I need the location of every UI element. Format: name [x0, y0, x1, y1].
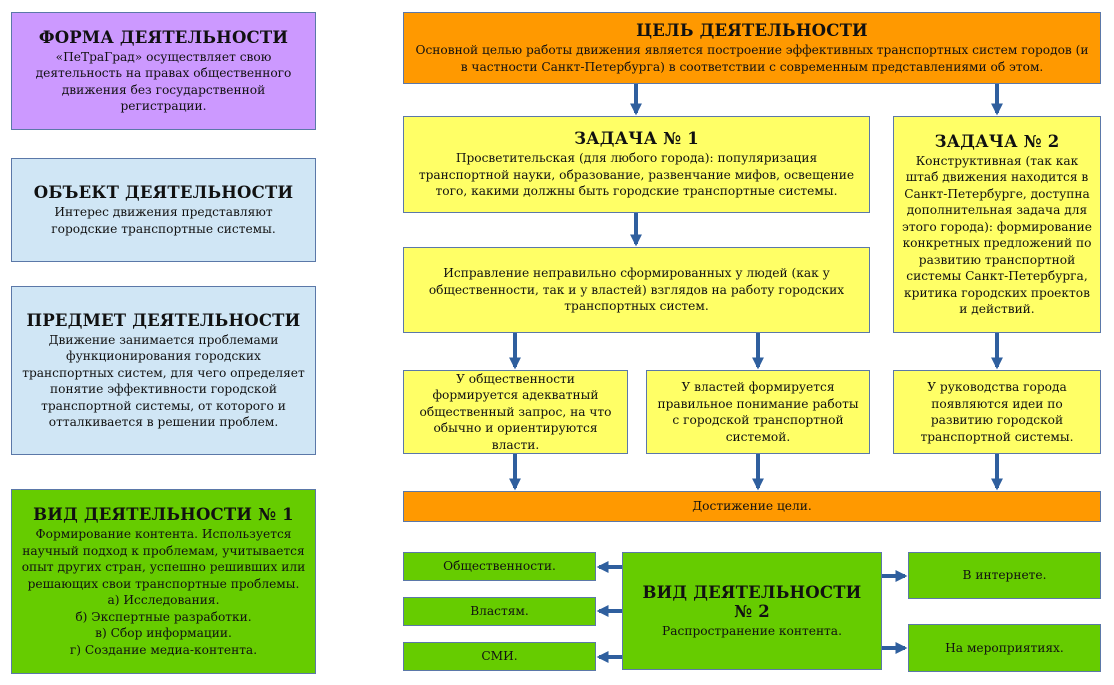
activity-type-1-item: б) Экспертные разработки. — [75, 609, 252, 624]
activity-type-2-text: Распространение контента. — [662, 623, 842, 638]
achievement-text: Достижение цели. — [692, 499, 812, 514]
form-of-activity-text: «ПеТраГрад» осуществляет свою деятельность на правах общественного движения без государственной регистрации. — [35, 49, 292, 113]
audience-public-text: Общественности. — [443, 559, 556, 574]
result-authorities-text: У властей формируется правильное понимание работы с городской транспортной системой. — [657, 380, 859, 444]
task-1-text: Просветительская (для любого города): популяризация транспортной науки, образование, развенчание мифов, освещение того, какими должны быть городские транспортные системы. — [418, 151, 855, 199]
task-2-text: Конструктивная (так как штаб движения находится в Санкт-Петербурге, доступна дополнительная задача для этого города): формирование конкретных предложений по развитию транспортной системы Санкт-Петербурга, критика городских проектов и действий. — [902, 153, 1092, 316]
result-public-text: У общественности формируется адекватный общественный запрос, на что обычно и ориентируются власти. — [419, 371, 612, 452]
audience-media-text: СМИ. — [481, 649, 518, 664]
activity-type-1-item: а) Исследования. — [107, 593, 220, 607]
correction-text: Исправление неправильно сформированных у людей (как у общественности, так и у властей) взглядов на работу городских транспортных систем. — [428, 266, 845, 314]
audience-authorities-text: Властям. — [470, 604, 529, 619]
activity-type-1-text: Формирование контента. Используется научный подход к проблемам, учитывается опыт других стран, успешно решивших или решающих свои транспортные проблемы. — [21, 527, 306, 591]
channel-events-text: На мероприятиях. — [945, 640, 1064, 655]
object-of-activity-text: Интерес движения представляют городские транспортные системы. — [51, 205, 276, 236]
activity-type-2-title: ВИД ДЕЯТЕЛЬНОСТИ № 2 — [642, 582, 862, 621]
activity-type-1-item: г) Создание медиа-контента. — [69, 642, 258, 657]
object-of-activity-title: ОБЪЕКТ ДЕЯТЕЛЬНОСТИ — [33, 183, 294, 202]
task-2-title: ЗАДАЧА № 2 — [934, 131, 1060, 151]
goal-text: Основной целью работы движения является построение эффективных транспортных систем городов (и в частности Санкт-Петербурга) в соответствии с современным представлениями об этом. — [415, 43, 1089, 74]
activity-type-1-item: в) Сбор информации. — [95, 626, 232, 640]
result-leadership-text: У руководства города появляются идеи по развитию городской транспортной системы. — [920, 380, 1074, 444]
goal-title: ЦЕЛЬ ДЕЯТЕЛЬНОСТИ — [636, 21, 868, 40]
subject-of-activity-text: Движение занимается проблемами функционирования городских транспортных систем, для чего определяет понятие эффективности городской транспортной системы, от которого и отталкивается в решении проблем. — [22, 332, 305, 429]
task-1-title: ЗАДАЧА № 1 — [574, 129, 699, 149]
channel-internet-text: В интернете. — [962, 568, 1047, 583]
subject-of-activity-title: ПРЕДМЕТ ДЕЯТЕЛЬНОСТИ — [26, 310, 301, 330]
form-of-activity-title: ФОРМА ДЕЯТЕЛЬНОСТИ — [38, 27, 289, 47]
activity-type-1-title: ВИД ДЕЯТЕЛЬНОСТИ № 1 — [33, 505, 294, 524]
